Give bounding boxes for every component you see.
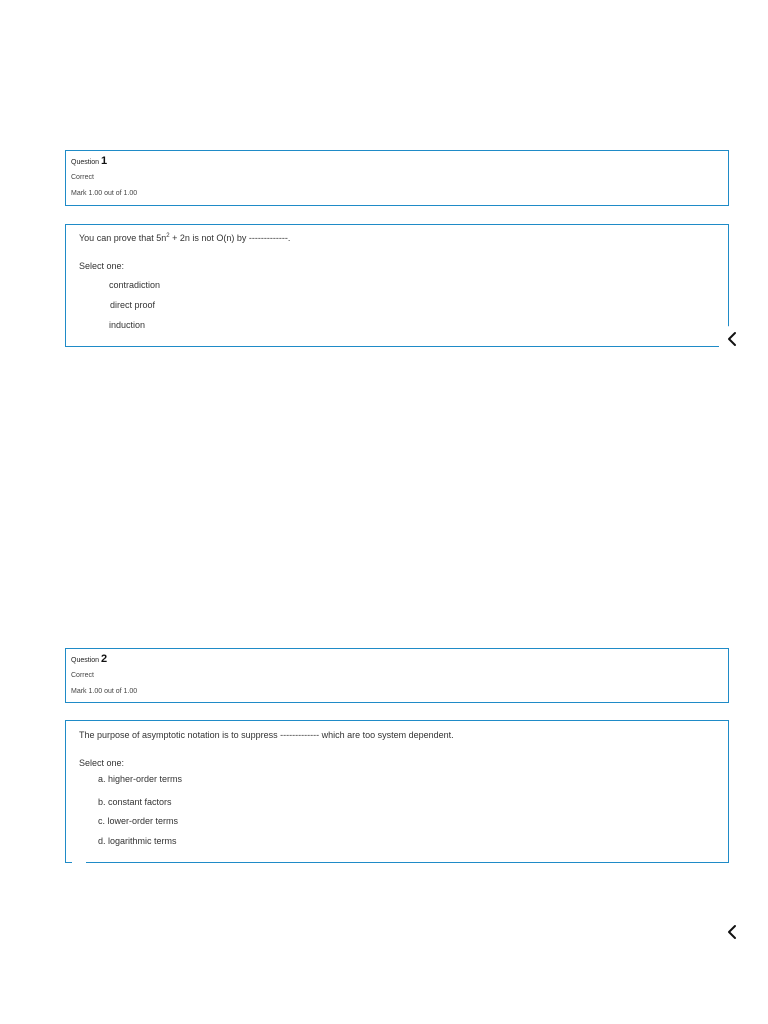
- border-gap: [72, 860, 86, 865]
- select-prompt: Select one:: [79, 261, 125, 271]
- question-label: Question: [71, 159, 100, 166]
- question-text: The purpose of asymptotic notation is to suppress ------------- which are too system dependent.: [79, 730, 454, 740]
- chevron-left-icon: [726, 331, 738, 347]
- chevron-left-icon: [726, 924, 738, 940]
- question-number: 1: [100, 155, 108, 167]
- question-number: 2: [100, 653, 108, 665]
- question-status: Correct: [71, 672, 94, 679]
- answer-option[interactable]: contradiction: [109, 280, 161, 290]
- question-mark: Mark 1.00 out of 1.00: [71, 190, 138, 197]
- question-mark: Mark 1.00 out of 1.00: [71, 688, 138, 695]
- question-2-content: [65, 720, 729, 863]
- answer-option[interactable]: d. logarithmic terms: [98, 836, 177, 846]
- question-1-content: [65, 224, 729, 347]
- answer-option[interactable]: b. constant factors: [98, 797, 172, 807]
- question-status: Correct: [71, 174, 94, 181]
- answer-option[interactable]: direct proof: [110, 300, 156, 310]
- select-prompt: Select one:: [79, 758, 125, 768]
- answer-option[interactable]: a. higher-order terms: [98, 774, 183, 784]
- question-label: Question: [71, 657, 100, 664]
- collapse-drawer-button[interactable]: [720, 918, 744, 946]
- question-1-info: [65, 150, 729, 206]
- answer-option[interactable]: induction: [109, 320, 146, 330]
- collapse-drawer-button[interactable]: [720, 325, 744, 353]
- question-text: You can prove that $5n^2 + 2n$ is not O(n) by -------------.: [79, 233, 291, 243]
- answer-option[interactable]: c. lower-order terms: [98, 816, 179, 826]
- question-2-info: [65, 648, 729, 703]
